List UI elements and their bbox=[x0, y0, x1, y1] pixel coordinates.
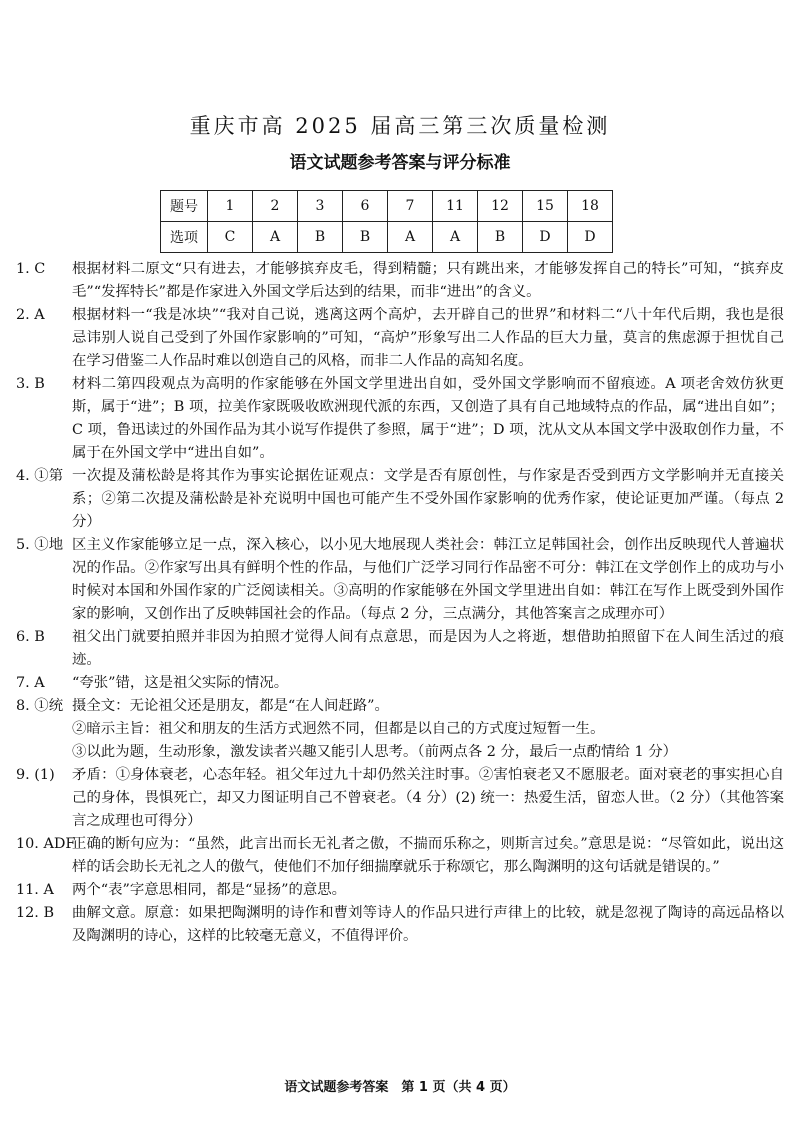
option-value: A bbox=[433, 222, 478, 253]
option-value: B bbox=[298, 222, 343, 253]
question-number: 18 bbox=[568, 191, 613, 222]
option-row bbox=[161, 222, 613, 253]
answer-text: 摄全文：无论祖父还是朋友，都是“在人间赶路”。 bbox=[72, 698, 389, 714]
answer-text: ③以此为题，生动形象，激发读者兴趣又能引人思考。（前两点各 2 分，最后一点酌情给 1 分） bbox=[72, 744, 678, 760]
answer-item bbox=[16, 258, 784, 304]
page-title: 重庆市高 2025 届高三第三次质量检测 bbox=[189, 114, 611, 138]
answer-label: 8. ①统 bbox=[16, 698, 64, 714]
answer-key-table bbox=[160, 190, 613, 253]
answer-label: 12. B bbox=[16, 905, 55, 921]
answer-label: 1. C bbox=[16, 261, 46, 277]
option-value: B bbox=[478, 222, 523, 253]
answer-text: 根据材料二原文“只有进去，才能够摈弃皮毛，得到精髓；只有跳出来，才能够发挥自己的特长”可知，“摈弃皮毛”“发挥特长”都是作家进入外国文学后达到的结果，而非“进出”的含义。 bbox=[72, 261, 784, 300]
answer-text: 曲解文意。原意：如果把陶渊明的诗作和曹刘等诗人的作品只进行声律上的比较，就是忽视了陶诗的高远品格以及陶渊明的诗心，这样的比较毫无意义，不值得评价。 bbox=[72, 905, 784, 944]
question-number: 2 bbox=[253, 191, 298, 222]
answer-text: 祖父出门就要拍照并非因为拍照才觉得人间有点意思，而是因为人之将逝，想借助拍照留下在人间生活过的痕迹。 bbox=[72, 629, 784, 668]
answer-label: 9. (1) bbox=[16, 767, 55, 783]
question-number: 6 bbox=[343, 191, 388, 222]
answer-label: 7. A bbox=[16, 675, 45, 691]
option-value: B bbox=[343, 222, 388, 253]
answer-text: 根据材料一“我是冰块”“我对自己说，逃离这两个高炉，去开辟自己的世界”和材料二“八十年代后期，我也是很忌讳别人说自己受到了外国作家影响的”可知，“高炉”形象写出二人作品的巨大力量，莫言的焦虑源于担忧自己在学习借鉴二人作品时难以创造自己的风格，而非二人作品的高知名度。 bbox=[72, 307, 784, 369]
row-label: 题号 bbox=[161, 191, 208, 222]
answer-text: 矛盾：①身体衰老，心态年轻。祖父年过九十却仍然关注时事。②害怕衰老又不愿服老。面对衰老的事实担心自己的身体，畏惧死亡，却又力图证明自己不曾衰老。（4 分）(2) 统一：热爱生活，留恋人世。（2 分）（其他答案言之成理也可得分） bbox=[72, 767, 784, 829]
answer-text: 材料二第四段观点为高明的作家能够在外国文学里进出自如，受外国文学影响而不留痕迹。A 项老舍效仿狄更斯，属于“进”；B 项，拉美作家既吸收欧洲现代派的东西，又创造了具有自己地域特点的作品，属“进出自如”；C 项，鲁迅读过的外国作品为其小说写作提供了参照，属于“进”；D 项，沈从文从本国文学中汲取创作力量，不属于在外国文学中“进出自如”。 bbox=[72, 376, 784, 461]
answer-item bbox=[16, 465, 784, 534]
answer-label: 10. ADF bbox=[16, 836, 76, 852]
option-value: D bbox=[568, 222, 613, 253]
answer-label: 5. ①地 bbox=[16, 537, 64, 553]
answer-item bbox=[16, 833, 784, 879]
question-number: 15 bbox=[523, 191, 568, 222]
option-value: A bbox=[388, 222, 433, 253]
answer-item bbox=[16, 626, 784, 672]
answer-item bbox=[16, 902, 784, 948]
answer-item bbox=[16, 304, 784, 373]
answer-item bbox=[16, 373, 784, 465]
answer-item bbox=[16, 672, 784, 695]
answer-text: 一次提及蒲松龄是将其作为事实论据佐证观点：文学是否有原创性，与作家是否受到西方文学影响并无直接关系；②第二次提及蒲松龄是补充说明中国也可能产生不受外国作家影响的优秀作家，使论证更加严谨。（每点 2 分） bbox=[72, 468, 784, 530]
answer-text: ②暗示主旨：祖父和朋友的生活方式迥然不同，但都是以自己的方式度过短暂一生。 bbox=[72, 721, 605, 737]
answer-item bbox=[16, 695, 784, 764]
answer-label: 11. A bbox=[16, 882, 54, 898]
answer-list bbox=[16, 258, 784, 948]
answer-item bbox=[16, 879, 784, 902]
answer-label: 4. ①第 bbox=[16, 468, 64, 484]
answer-text: 正确的断句应为：“虽然，此言出而长无礼者之傲，不揣而乐称之，则斯言过矣。”意思是说：“尽管如此，说出这样的话会助长无礼之人的傲气，使他们不加仔细揣摩就乐于称颂它，那么陶渊明的这句话就是错误的。” bbox=[72, 836, 784, 875]
answer-label: 3. B bbox=[16, 376, 45, 392]
answer-text: “夸张”错，这是祖父实际的情况。 bbox=[72, 675, 289, 691]
answer-label: 2. A bbox=[16, 307, 45, 323]
page-subtitle: 语文试题参考答案与评分标准 bbox=[289, 153, 511, 173]
answer-text: 区主义作家能够立足一点，深入核心，以小见大地展现人类社会：韩江立足韩国社会，创作出反映现代人普遍状况的作品。②作家写出具有鲜明个性的作品，与他们广泛学习同行作品密不可分：韩江在文学创作上的成功与小时候对本国和外国作家的广泛阅读相关。③高明的作家能够在外国文学里进出自如：韩江在写作上既受到外国作家的影响，又创作出了反映韩国社会的作品。（每点 2 分，三点满分，其他答案言之成理亦可） bbox=[72, 537, 784, 622]
page-footer: 语文试题参考答案 第 1 页（共 4 页） bbox=[284, 1080, 516, 1095]
question-number: 7 bbox=[388, 191, 433, 222]
question-number: 11 bbox=[433, 191, 478, 222]
answer-item bbox=[16, 534, 784, 626]
answer-item bbox=[16, 764, 784, 833]
question-number: 3 bbox=[298, 191, 343, 222]
question-number-row bbox=[161, 191, 613, 222]
option-value: C bbox=[208, 222, 253, 253]
question-number: 1 bbox=[208, 191, 253, 222]
answer-text: 两个“表”字意思相同，都是“显扬”的意思。 bbox=[72, 882, 347, 898]
option-value: A bbox=[253, 222, 298, 253]
question-number: 12 bbox=[478, 191, 523, 222]
option-value: D bbox=[523, 222, 568, 253]
answer-label: 6. B bbox=[16, 629, 45, 645]
row-label: 选项 bbox=[161, 222, 208, 253]
